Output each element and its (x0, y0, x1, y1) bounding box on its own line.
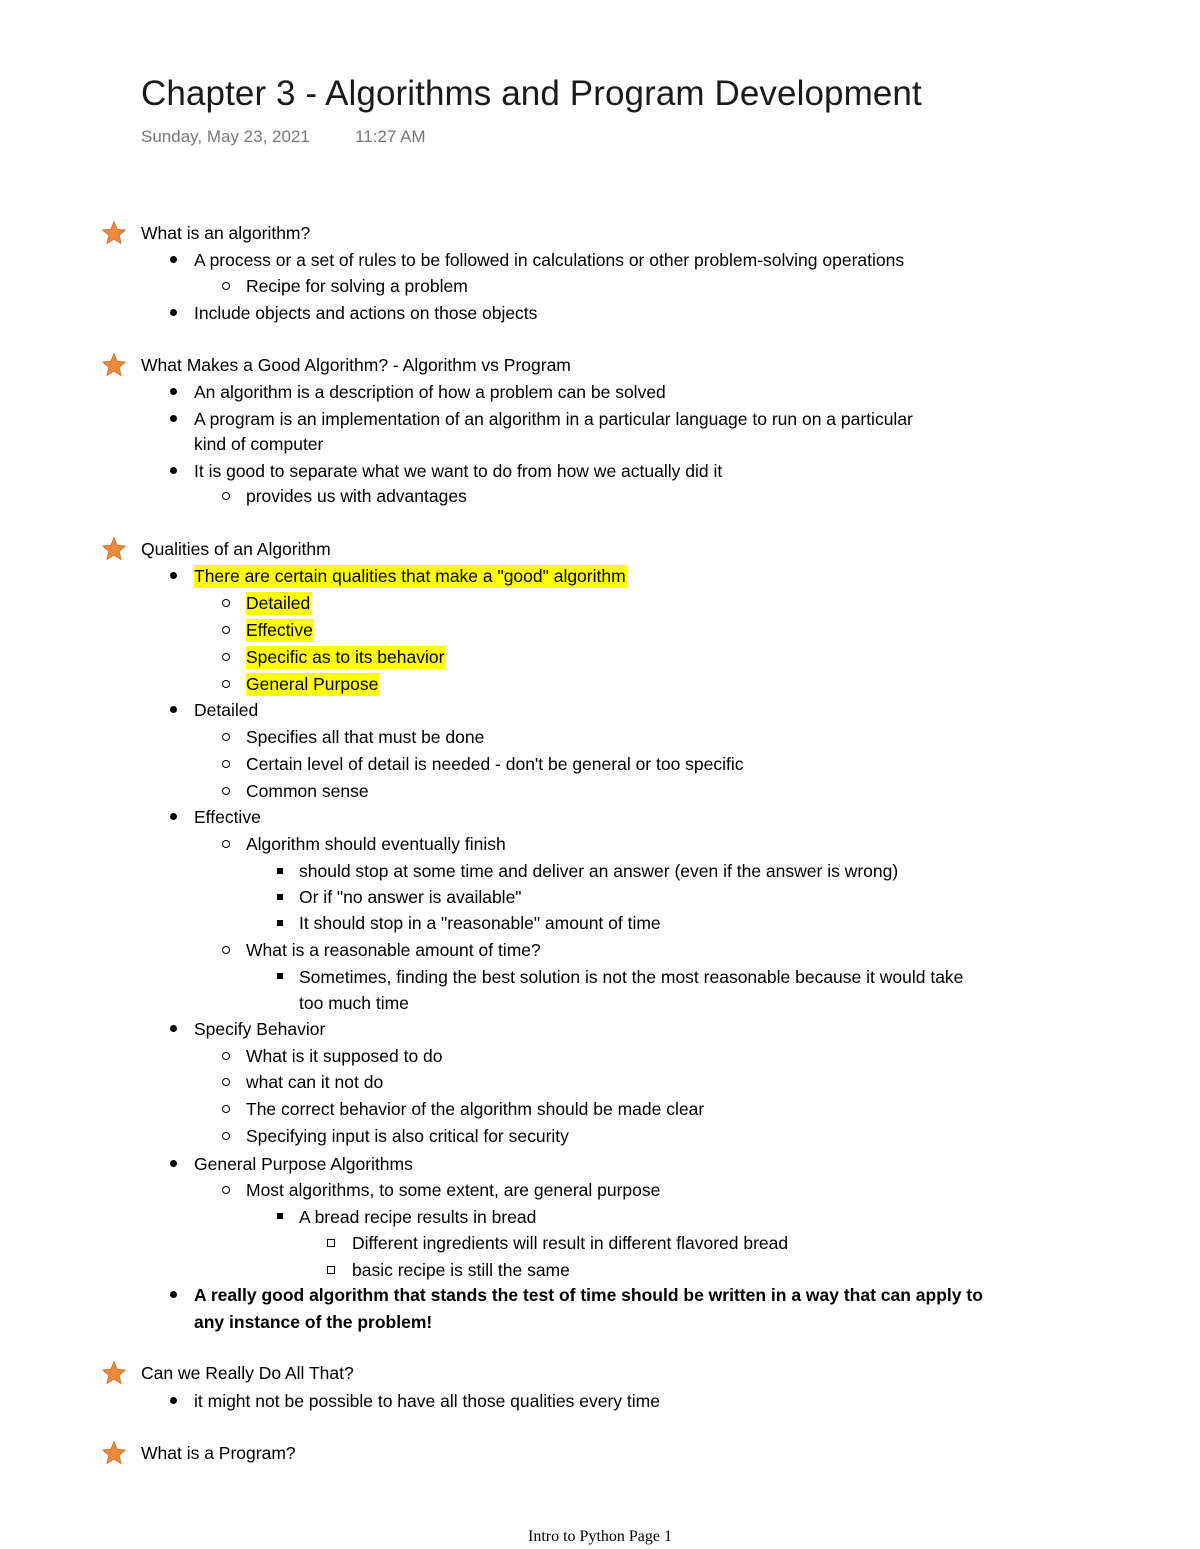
highlighted-text: Effective (246, 620, 313, 640)
list-item: basic recipe is still the same (352, 1260, 570, 1280)
highlighted-text: Specific as to its behavior (246, 647, 445, 667)
bullet-disc (170, 388, 177, 395)
bullet-circle (222, 733, 230, 741)
list-item: It should stop in a "reasonable" amount of time (299, 913, 661, 933)
page-footer: Intro to Python Page 1 (528, 1528, 672, 1545)
list-item: A bread recipe results in bread (299, 1207, 537, 1227)
list-item: Certain level of detail is needed - don't be general or too specific (246, 754, 744, 774)
list-item: Specifies all that must be done (246, 727, 485, 747)
bullet-disc (170, 256, 177, 263)
page-date: Sunday, May 23, 2021 (141, 127, 310, 146)
bullet-disc (170, 1397, 177, 1404)
star-icon (101, 536, 127, 562)
list-item (246, 672, 379, 696)
section-heading: What is an algorithm? (141, 223, 311, 243)
star-icon (101, 352, 127, 378)
list-item: A program is an implementation of an algorithm in a particular language to run on a particular (194, 409, 913, 429)
list-item: Common sense (246, 781, 369, 801)
highlighted-text: Detailed (246, 593, 311, 613)
list-item (246, 618, 314, 642)
bullet-circle (222, 1132, 230, 1140)
page-time: 11:27 AM (355, 127, 426, 146)
list-item: It is good to separate what we want to do from how we actually did it (194, 461, 723, 481)
list-item: A really good algorithm that stands the test of time should be written in a way that can apply to (194, 1285, 983, 1305)
list-item: Recipe for solving a problem (246, 276, 468, 296)
list-item: Effective (194, 807, 261, 827)
list-item: Detailed (194, 700, 259, 720)
bullet-square (277, 920, 283, 926)
bullet-hollow-square (327, 1239, 335, 1247)
list-item: An algorithm is a description of how a problem can be solved (194, 382, 666, 402)
list-item: Sometimes, finding the best solution is not the most reasonable because it would take (299, 967, 964, 987)
bullet-circle (222, 760, 230, 768)
bullet-disc (170, 813, 177, 820)
list-item: it might not be possible to have all those qualities every time (194, 1391, 660, 1411)
bullet-disc (170, 415, 177, 422)
bullet-circle (222, 680, 230, 688)
list-item: General Purpose Algorithms (194, 1154, 413, 1174)
list-item: Most algorithms, to some extent, are general purpose (246, 1180, 661, 1200)
star-icon (101, 220, 127, 246)
list-item (246, 645, 445, 669)
section-heading: What is a Program? (141, 1443, 296, 1463)
bullet-circle (222, 1052, 230, 1060)
star-icon (101, 1360, 127, 1386)
bullet-circle (222, 1186, 230, 1194)
bullet-circle (222, 1105, 230, 1113)
bullet-circle (222, 492, 230, 500)
list-item: The correct behavior of the algorithm should be made clear (246, 1099, 705, 1119)
highlighted-text: There are certain qualities that make a "good" algorithm (194, 566, 626, 586)
bullet-circle (222, 599, 230, 607)
bullet-circle (222, 946, 230, 954)
list-item (194, 564, 627, 588)
star-icon (101, 1440, 127, 1466)
bullet-square (277, 973, 283, 979)
list-item: What is it supposed to do (246, 1046, 443, 1066)
bullet-circle (222, 1078, 230, 1086)
highlighted-text: General Purpose (246, 674, 379, 694)
list-item (246, 591, 311, 615)
list-item: what can it not do (246, 1072, 384, 1092)
bullet-circle (222, 282, 230, 290)
list-item: should stop at some time and deliver an answer (even if the answer is wrong) (299, 861, 899, 881)
section-heading: What Makes a Good Algorithm? - Algorithm vs Program (141, 355, 571, 375)
bullet-circle (222, 840, 230, 848)
list-item: Or if "no answer is available" (299, 887, 522, 907)
bullet-disc (170, 1025, 177, 1032)
list-item-continuation: too much time (299, 993, 409, 1013)
bullet-disc (170, 1160, 177, 1167)
list-item: Specify Behavior (194, 1019, 326, 1039)
bullet-circle (222, 626, 230, 634)
bullet-disc (170, 1291, 177, 1298)
list-item: Specifying input is also critical for security (246, 1126, 569, 1146)
bullet-square (277, 868, 283, 874)
page-title: Chapter 3 - Algorithms and Program Development (141, 74, 922, 113)
list-item-continuation: any instance of the problem! (194, 1312, 433, 1332)
section-heading: Can we Really Do All That? (141, 1363, 354, 1383)
list-item: A process or a set of rules to be followed in calculations or other problem-solving operations (194, 250, 905, 270)
bullet-disc (170, 572, 177, 579)
list-item: Different ingredients will result in different flavored bread (352, 1233, 789, 1253)
bullet-square (277, 1213, 283, 1219)
list-item: Algorithm should eventually finish (246, 834, 506, 854)
bullet-disc (170, 467, 177, 474)
bullet-disc (170, 706, 177, 713)
list-item-continuation: kind of computer (194, 434, 324, 454)
section-heading: Qualities of an Algorithm (141, 539, 331, 559)
bullet-circle (222, 653, 230, 661)
bullet-disc (170, 309, 177, 316)
bullet-hollow-square (327, 1266, 335, 1274)
list-item: Include objects and actions on those objects (194, 303, 538, 323)
list-item: What is a reasonable amount of time? (246, 940, 541, 960)
list-item: provides us with advantages (246, 486, 467, 506)
bullet-circle (222, 787, 230, 795)
bullet-square (277, 894, 283, 900)
